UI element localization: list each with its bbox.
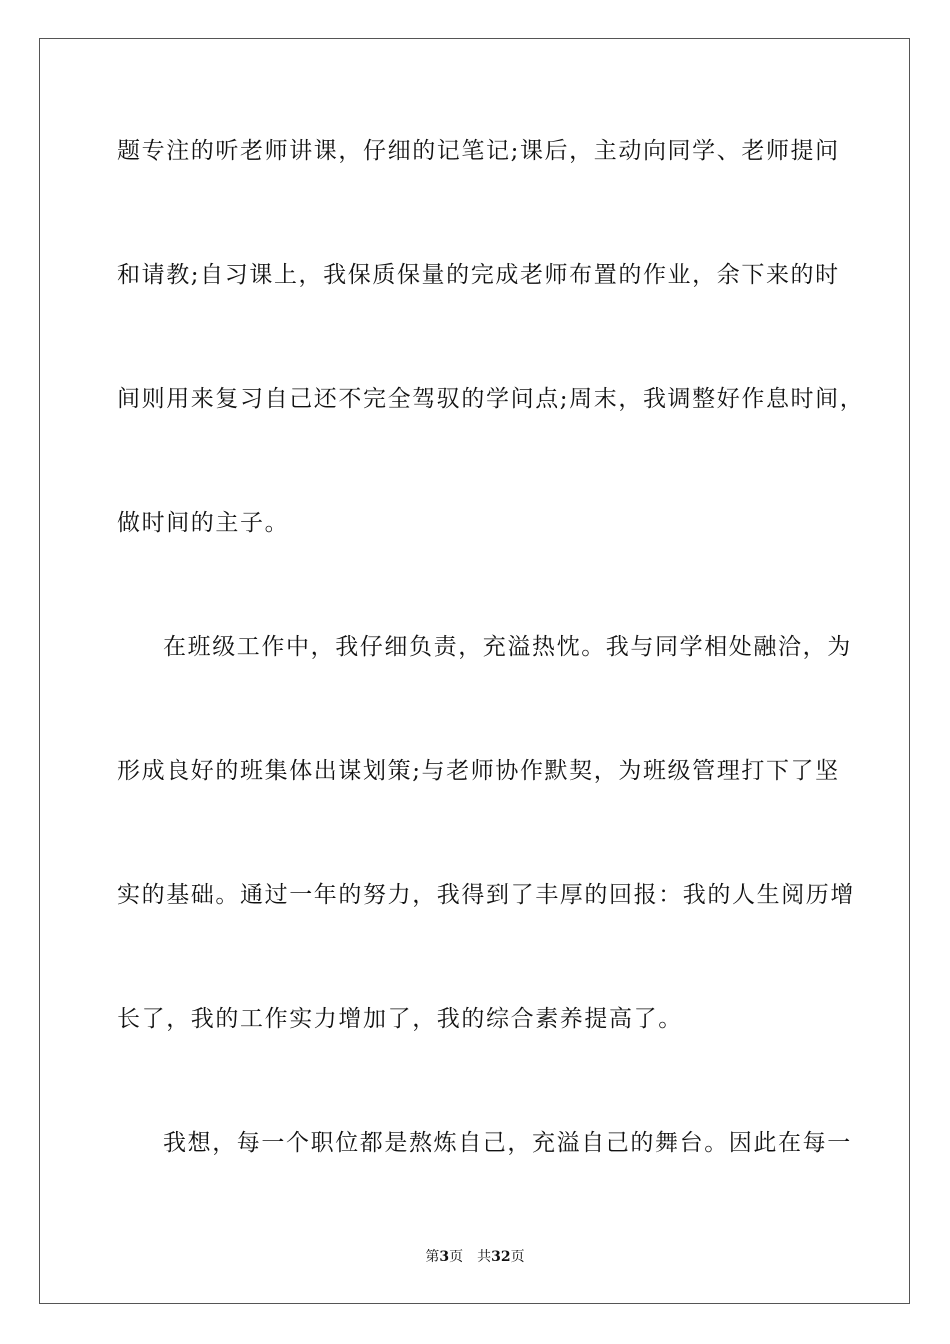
- total-pages: 32: [491, 1249, 511, 1265]
- body-text-line: 间则用来复习自己还不完全驾驭的学问点;周末，我调整好作息时间，: [117, 386, 865, 412]
- paragraph-first-line: 我想，每一个职位都是熬炼自己，充溢自己的舞台。因此在每一: [163, 1130, 852, 1156]
- page-number: 3: [439, 1249, 450, 1265]
- paragraph-first-line: 在班级工作中，我仔细负责，充溢热忱。我与同学相处融洽，为: [163, 634, 852, 660]
- body-text-line: 实的基础。通过一年的努力，我得到了丰厚的回报：我的人生阅历增: [117, 882, 855, 908]
- page-suffix: 页: [449, 1249, 464, 1265]
- page-footer: [0, 1248, 950, 1266]
- body-text-line: 长了，我的工作实力增加了，我的综合素养提高了。: [117, 1006, 683, 1032]
- total-suffix: 页: [510, 1249, 525, 1265]
- total-prefix: 共: [477, 1249, 492, 1265]
- page-prefix: 第: [425, 1249, 440, 1265]
- page-border: [39, 38, 910, 1304]
- body-text-line: 和请教;自习课上，我保质保量的完成老师布置的作业，余下来的时: [117, 262, 840, 288]
- body-text-line: 形成良好的班集体出谋划策;与老师协作默契，为班级管理打下了坚: [117, 758, 840, 784]
- body-text-line: 做时间的主子。: [117, 510, 290, 536]
- body-text-line: 题专注的听老师讲课，仔细的记笔记;课后，主动向同学、老师提问: [117, 138, 840, 164]
